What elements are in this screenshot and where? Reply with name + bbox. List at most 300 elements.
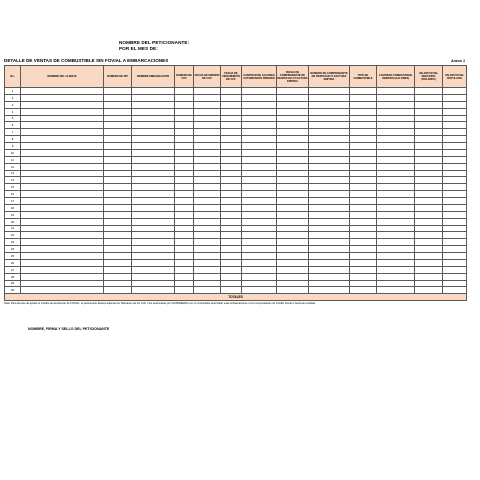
table-cell[interactable] [443,273,467,280]
table-cell[interactable] [415,156,443,163]
table-cell[interactable] [377,287,415,294]
table-cell[interactable] [21,156,104,163]
table-cell[interactable] [309,204,350,211]
table-cell[interactable] [221,280,242,287]
table-cell[interactable] [21,101,104,108]
table-cell[interactable] [194,280,221,287]
table-cell[interactable] [21,259,104,266]
table-cell[interactable] [309,191,350,198]
table-cell[interactable] [415,253,443,260]
table-cell[interactable] [242,198,277,205]
table-cell[interactable] [242,129,277,136]
table-cell[interactable] [132,204,175,211]
table-cell[interactable] [194,259,221,266]
table-cell[interactable] [175,246,194,253]
table-cell[interactable] [132,225,175,232]
table-cell[interactable] [221,204,242,211]
table-cell[interactable] [242,94,277,101]
table-cell[interactable] [443,143,467,150]
table-cell[interactable] [377,177,415,184]
table-cell[interactable] [415,211,443,218]
table-cell[interactable] [415,218,443,225]
table-cell[interactable] [104,204,132,211]
table-cell[interactable] [21,273,104,280]
table-cell[interactable] [309,177,350,184]
table-cell[interactable] [104,218,132,225]
table-cell[interactable] [21,115,104,122]
table-cell[interactable] [104,163,132,170]
table-cell[interactable] [194,163,221,170]
table-cell[interactable] [443,122,467,129]
table-cell[interactable] [309,170,350,177]
table-cell[interactable] [377,259,415,266]
table-cell[interactable] [309,129,350,136]
table-cell[interactable] [175,184,194,191]
table-cell[interactable] [415,143,443,150]
table-cell[interactable] [415,88,443,95]
table-cell[interactable] [221,184,242,191]
table-cell[interactable] [309,149,350,156]
table-cell[interactable] [443,88,467,95]
table-cell[interactable] [415,184,443,191]
table-cell[interactable] [377,143,415,150]
table-cell[interactable] [221,149,242,156]
table-cell[interactable] [377,266,415,273]
table-cell[interactable] [175,88,194,95]
table-cell[interactable] [104,225,132,232]
table-cell[interactable] [443,266,467,273]
table-cell[interactable] [309,273,350,280]
table-cell[interactable] [194,94,221,101]
table-cell[interactable] [175,108,194,115]
table-cell[interactable] [175,198,194,205]
table-cell[interactable] [221,246,242,253]
table-cell[interactable] [443,177,467,184]
table-cell[interactable] [350,101,377,108]
table-cell[interactable] [175,156,194,163]
table-cell[interactable] [175,211,194,218]
table-cell[interactable] [242,149,277,156]
table-cell[interactable] [443,184,467,191]
table-cell[interactable] [350,198,377,205]
table-cell[interactable] [242,88,277,95]
table-cell[interactable] [175,225,194,232]
table-cell[interactable] [104,239,132,246]
table-cell[interactable] [377,273,415,280]
table-cell[interactable] [194,136,221,143]
table-cell[interactable] [132,177,175,184]
table-cell[interactable] [415,163,443,170]
table-cell[interactable] [132,122,175,129]
table-cell[interactable] [104,280,132,287]
table-cell[interactable] [21,108,104,115]
table-cell[interactable] [221,239,242,246]
table-cell[interactable] [175,239,194,246]
table-cell[interactable] [443,253,467,260]
table-cell[interactable] [221,170,242,177]
table-cell[interactable] [132,198,175,205]
table-cell[interactable] [104,253,132,260]
table-cell[interactable] [194,156,221,163]
table-cell[interactable] [242,170,277,177]
table-cell[interactable] [277,218,309,225]
table-cell[interactable] [21,211,104,218]
table-cell[interactable] [309,211,350,218]
table-cell[interactable] [104,198,132,205]
table-cell[interactable] [221,287,242,294]
table-cell[interactable] [221,253,242,260]
table-cell[interactable] [21,198,104,205]
table-cell[interactable] [443,115,467,122]
table-cell[interactable] [277,143,309,150]
table-cell[interactable] [104,259,132,266]
table-cell[interactable] [350,115,377,122]
table-cell[interactable] [194,170,221,177]
table-cell[interactable] [132,273,175,280]
table-cell[interactable] [377,253,415,260]
table-cell[interactable] [377,88,415,95]
table-cell[interactable] [277,246,309,253]
table-cell[interactable] [242,253,277,260]
table-cell[interactable] [377,232,415,239]
table-cell[interactable] [377,94,415,101]
table-cell[interactable] [277,273,309,280]
table-cell[interactable] [242,184,277,191]
table-cell[interactable] [350,259,377,266]
table-cell[interactable] [242,101,277,108]
table-cell[interactable] [175,122,194,129]
table-cell[interactable] [132,136,175,143]
table-cell[interactable] [443,170,467,177]
table-cell[interactable] [350,246,377,253]
table-cell[interactable] [377,101,415,108]
table-cell[interactable] [309,259,350,266]
table-cell[interactable] [104,266,132,273]
table-cell[interactable] [377,149,415,156]
table-cell[interactable] [277,191,309,198]
table-cell[interactable] [221,108,242,115]
table-cell[interactable] [443,287,467,294]
table-cell[interactable] [309,94,350,101]
table-cell[interactable] [277,198,309,205]
table-cell[interactable] [277,101,309,108]
table-cell[interactable] [132,218,175,225]
table-cell[interactable] [104,149,132,156]
table-cell[interactable] [104,273,132,280]
table-cell[interactable] [443,239,467,246]
table-cell[interactable] [104,88,132,95]
table-cell[interactable] [194,115,221,122]
table-cell[interactable] [194,198,221,205]
table-cell[interactable] [377,239,415,246]
table-cell[interactable] [221,198,242,205]
table-cell[interactable] [21,239,104,246]
table-cell[interactable] [309,184,350,191]
table-cell[interactable] [194,108,221,115]
table-cell[interactable] [415,280,443,287]
table-cell[interactable] [415,198,443,205]
table-cell[interactable] [221,273,242,280]
table-cell[interactable] [377,246,415,253]
table-cell[interactable] [104,115,132,122]
table-cell[interactable] [21,280,104,287]
table-cell[interactable] [277,136,309,143]
table-cell[interactable] [415,170,443,177]
table-cell[interactable] [132,170,175,177]
table-cell[interactable] [350,149,377,156]
table-cell[interactable] [175,177,194,184]
table-cell[interactable] [415,246,443,253]
table-cell[interactable] [175,253,194,260]
table-cell[interactable] [175,287,194,294]
table-cell[interactable] [194,129,221,136]
table-cell[interactable] [175,191,194,198]
table-cell[interactable] [175,204,194,211]
table-cell[interactable] [104,191,132,198]
table-cell[interactable] [350,143,377,150]
table-cell[interactable] [277,266,309,273]
table-cell[interactable] [415,122,443,129]
table-cell[interactable] [221,259,242,266]
table-cell[interactable] [104,108,132,115]
table-cell[interactable] [242,211,277,218]
table-cell[interactable] [194,287,221,294]
table-cell[interactable] [221,88,242,95]
table-cell[interactable] [277,149,309,156]
table-cell[interactable] [309,115,350,122]
table-cell[interactable] [377,204,415,211]
table-cell[interactable] [277,239,309,246]
table-cell[interactable] [443,149,467,156]
table-cell[interactable] [350,266,377,273]
table-cell[interactable] [132,94,175,101]
table-cell[interactable] [377,115,415,122]
table-cell[interactable] [443,136,467,143]
table-cell[interactable] [242,239,277,246]
table-cell[interactable] [350,156,377,163]
table-cell[interactable] [132,232,175,239]
table-cell[interactable] [132,129,175,136]
table-cell[interactable] [443,101,467,108]
table-cell[interactable] [443,225,467,232]
table-cell[interactable] [194,246,221,253]
table-cell[interactable] [377,163,415,170]
table-cell[interactable] [415,204,443,211]
table-cell[interactable] [221,94,242,101]
table-cell[interactable] [415,177,443,184]
table-cell[interactable] [221,101,242,108]
table-cell[interactable] [104,143,132,150]
table-cell[interactable] [277,122,309,129]
table-cell[interactable] [194,143,221,150]
table-cell[interactable] [175,273,194,280]
table-cell[interactable] [194,184,221,191]
table-cell[interactable] [443,163,467,170]
table-cell[interactable] [377,108,415,115]
table-cell[interactable] [104,136,132,143]
table-cell[interactable] [309,108,350,115]
table-cell[interactable] [277,211,309,218]
table-cell[interactable] [415,259,443,266]
table-cell[interactable] [242,122,277,129]
table-cell[interactable] [350,218,377,225]
table-cell[interactable] [350,191,377,198]
table-cell[interactable] [104,232,132,239]
table-cell[interactable] [242,143,277,150]
table-cell[interactable] [377,225,415,232]
table-cell[interactable] [415,115,443,122]
table-cell[interactable] [194,204,221,211]
table-cell[interactable] [175,266,194,273]
table-cell[interactable] [350,287,377,294]
table-cell[interactable] [104,129,132,136]
table-cell[interactable] [377,184,415,191]
table-cell[interactable] [443,198,467,205]
table-cell[interactable] [277,232,309,239]
table-cell[interactable] [309,280,350,287]
table-cell[interactable] [377,198,415,205]
table-cell[interactable] [132,88,175,95]
table-cell[interactable] [104,184,132,191]
table-cell[interactable] [443,129,467,136]
table-cell[interactable] [443,218,467,225]
table-cell[interactable] [309,156,350,163]
table-cell[interactable] [132,163,175,170]
table-cell[interactable] [309,88,350,95]
table-cell[interactable] [415,101,443,108]
table-cell[interactable] [350,163,377,170]
table-cell[interactable] [21,191,104,198]
table-cell[interactable] [132,115,175,122]
table-cell[interactable] [21,143,104,150]
table-cell[interactable] [242,191,277,198]
table-cell[interactable] [221,122,242,129]
table-cell[interactable] [175,232,194,239]
table-cell[interactable] [309,101,350,108]
table-cell[interactable] [194,149,221,156]
table-cell[interactable] [194,218,221,225]
table-cell[interactable] [221,129,242,136]
table-cell[interactable] [309,239,350,246]
table-cell[interactable] [21,88,104,95]
table-cell[interactable] [309,232,350,239]
table-cell[interactable] [377,136,415,143]
table-cell[interactable] [21,232,104,239]
table-cell[interactable] [277,287,309,294]
table-cell[interactable] [242,177,277,184]
table-cell[interactable] [277,225,309,232]
table-cell[interactable] [194,88,221,95]
table-cell[interactable] [194,122,221,129]
table-cell[interactable] [21,149,104,156]
table-cell[interactable] [309,136,350,143]
table-cell[interactable] [194,177,221,184]
table-cell[interactable] [21,129,104,136]
table-cell[interactable] [277,156,309,163]
table-cell[interactable] [104,122,132,129]
table-cell[interactable] [350,232,377,239]
table-cell[interactable] [309,163,350,170]
table-cell[interactable] [377,211,415,218]
table-cell[interactable] [221,156,242,163]
table-cell[interactable] [242,156,277,163]
table-cell[interactable] [443,232,467,239]
table-cell[interactable] [309,198,350,205]
table-cell[interactable] [377,122,415,129]
table-cell[interactable] [350,170,377,177]
table-cell[interactable] [132,149,175,156]
table-cell[interactable] [242,225,277,232]
table-cell[interactable] [242,136,277,143]
table-cell[interactable] [350,177,377,184]
table-cell[interactable] [221,177,242,184]
table-cell[interactable] [443,191,467,198]
table-cell[interactable] [415,191,443,198]
table-cell[interactable] [443,259,467,266]
table-cell[interactable] [350,88,377,95]
table-cell[interactable] [194,232,221,239]
table-cell[interactable] [175,136,194,143]
table-cell[interactable] [277,184,309,191]
table-cell[interactable] [377,156,415,163]
table-cell[interactable] [277,170,309,177]
table-cell[interactable] [21,287,104,294]
table-cell[interactable] [194,225,221,232]
table-cell[interactable] [277,259,309,266]
table-cell[interactable] [194,211,221,218]
table-cell[interactable] [175,170,194,177]
table-cell[interactable] [377,191,415,198]
table-cell[interactable] [242,204,277,211]
table-cell[interactable] [277,204,309,211]
table-cell[interactable] [242,218,277,225]
table-cell[interactable] [21,94,104,101]
table-cell[interactable] [194,239,221,246]
table-cell[interactable] [415,149,443,156]
table-cell[interactable] [132,253,175,260]
table-cell[interactable] [415,136,443,143]
table-cell[interactable] [415,239,443,246]
table-cell[interactable] [309,225,350,232]
table-cell[interactable] [132,191,175,198]
table-cell[interactable] [104,246,132,253]
table-cell[interactable] [21,204,104,211]
table-cell[interactable] [309,143,350,150]
table-cell[interactable] [350,273,377,280]
table-cell[interactable] [132,280,175,287]
table-cell[interactable] [277,163,309,170]
table-cell[interactable] [21,177,104,184]
table-cell[interactable] [132,246,175,253]
table-cell[interactable] [21,136,104,143]
table-cell[interactable] [415,287,443,294]
table-cell[interactable] [104,156,132,163]
table-cell[interactable] [443,156,467,163]
table-cell[interactable] [377,280,415,287]
table-cell[interactable] [242,246,277,253]
table-cell[interactable] [309,246,350,253]
table-cell[interactable] [350,211,377,218]
table-cell[interactable] [21,253,104,260]
table-cell[interactable] [377,129,415,136]
table-cell[interactable] [415,94,443,101]
table-cell[interactable] [415,225,443,232]
table-cell[interactable] [21,225,104,232]
table-cell[interactable] [309,218,350,225]
table-cell[interactable] [242,266,277,273]
table-cell[interactable] [309,287,350,294]
table-cell[interactable] [175,101,194,108]
